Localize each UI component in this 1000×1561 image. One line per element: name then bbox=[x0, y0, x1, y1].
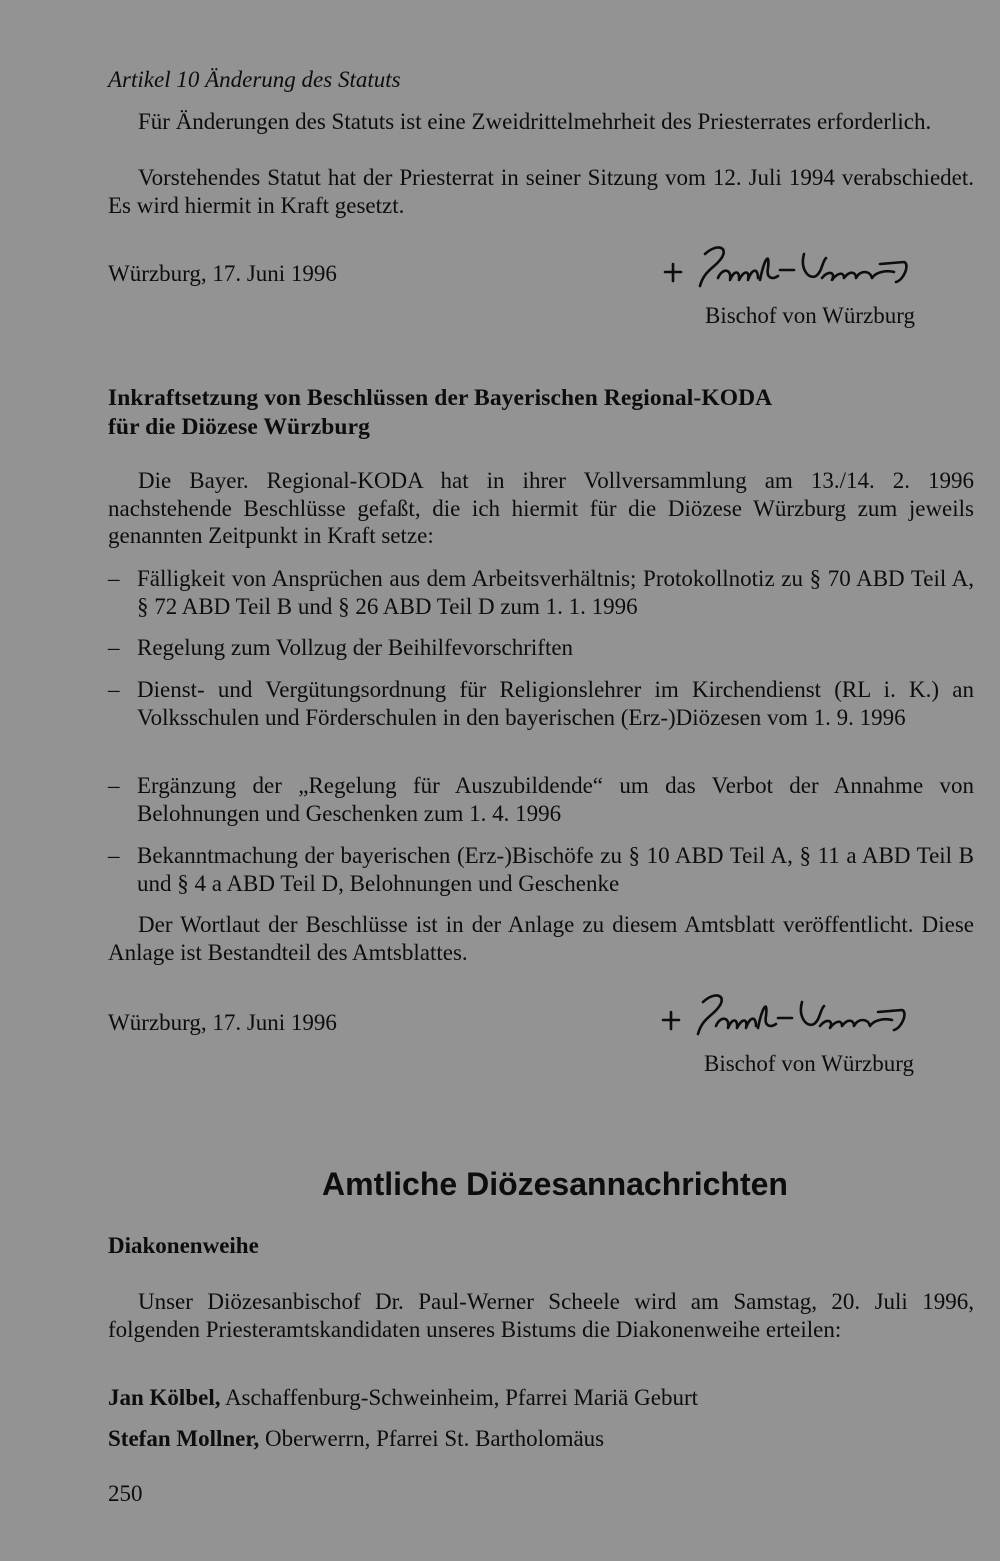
list-item bbox=[108, 772, 974, 827]
koda-closing: Der Wortlaut der Beschlüsse ist in der Anlage zu diesem Amtsblatt veröffentlicht. Diese Anlage ist Bestandteil des Amtsblattes. bbox=[108, 912, 974, 965]
list-item-text: Ergänzung der „Regelung für Auszubildende“ um das Verbot der Annahme von Belohnungen und Geschenken zum 1. 4. 1996 bbox=[137, 773, 974, 826]
signature bbox=[658, 988, 958, 1048]
candidate-name: Stefan Mollner, bbox=[108, 1426, 260, 1451]
subheading: Diakonenweihe bbox=[108, 1233, 259, 1258]
list-item bbox=[108, 634, 974, 662]
place-date: Würzburg, 17. Juni 1996 bbox=[108, 1010, 337, 1035]
list-item-text: Dienst- und Vergütungsordnung für Religionslehrer im Kirchendienst (RL i. K.) an Volksschulen und Förderschulen in den bayerischen (Erz-)Diözesen vom 1. 9. 1996 bbox=[137, 677, 974, 730]
list-item-text: Bekanntmachung der bayerischen (Erz-)Bischöfe zu § 10 ABD Teil A, § 11 a ABD Teil B und § 4 a ABD Teil D, Belohnungen und Geschenke bbox=[137, 843, 974, 896]
article-paragraph-2: Vorstehendes Statut hat der Priesterrat in seiner Sitzung vom 12. Juli 1994 verabschiedet. Es wird hiermit in Kraft gesetzt. bbox=[108, 165, 974, 218]
section-title: Amtliche Diözesannachrichten bbox=[322, 1166, 788, 1202]
candidate-detail: Aschaffenburg-Schweinheim, Pfarrei Mariä Geburt bbox=[220, 1385, 698, 1410]
candidate-name: Jan Kölbel, bbox=[108, 1385, 221, 1410]
news-intro: Unser Diözesanbischof Dr. Paul-Werner Scheele wird am Samstag, 20. Juli 1996, folgenden Priesteramtskandidaten unseres Bistums die Diakonenweihe erteilen: bbox=[108, 1289, 974, 1342]
page-number: 250 bbox=[108, 1481, 143, 1506]
list-item bbox=[108, 676, 974, 731]
candidate-line bbox=[108, 1384, 974, 1412]
section-heading bbox=[108, 384, 974, 442]
heading-line-2: für die Diözese Würzburg bbox=[108, 414, 370, 440]
heading-line-1: Inkraftsetzung von Beschlüssen der Bayerischen Regional-KODA bbox=[108, 385, 773, 411]
signature-drawing bbox=[660, 240, 960, 300]
list-item-text: Regelung zum Vollzug der Beihilfevorschriften bbox=[137, 635, 574, 660]
signature bbox=[660, 240, 960, 300]
list-dash: – bbox=[108, 677, 120, 702]
article-title: Artikel 10 Änderung des Statuts bbox=[108, 67, 401, 92]
list-dash: – bbox=[108, 773, 120, 798]
signatory-title: Bischof von Würzburg bbox=[704, 1051, 914, 1076]
signatory-title: Bischof von Würzburg bbox=[705, 303, 915, 328]
list-dash: – bbox=[108, 566, 120, 591]
koda-intro: Die Bayer. Regional-KODA hat in ihrer Vollversammlung am 13./14. 2. 1996 nachstehende Beschlüsse gefaßt, die ich hiermit für die Diözese Würzburg zum jeweils genannten Zeitpunkt in Kraft setze: bbox=[108, 468, 974, 549]
list-item-text: Fälligkeit von Ansprüchen aus dem Arbeitsverhältnis; Protokollnotiz zu § 70 ABD Teil A, § 72 ABD Teil B und § 26 ABD Teil D zum 1. 1. 1996 bbox=[137, 566, 974, 619]
list-dash: – bbox=[108, 843, 120, 868]
signature-drawing bbox=[658, 988, 958, 1048]
article-paragraph-1: Für Änderungen des Statuts ist eine Zweidrittelmehrheit des Priesterrates erforderlich. bbox=[138, 109, 932, 134]
candidate-line bbox=[108, 1425, 974, 1453]
list-dash: – bbox=[108, 635, 120, 660]
candidate-detail: Oberwerrn, Pfarrei St. Bartholomäus bbox=[259, 1426, 605, 1451]
place-date: Würzburg, 17. Juni 1996 bbox=[108, 261, 337, 286]
list-item bbox=[108, 565, 974, 620]
list-item bbox=[108, 842, 974, 897]
